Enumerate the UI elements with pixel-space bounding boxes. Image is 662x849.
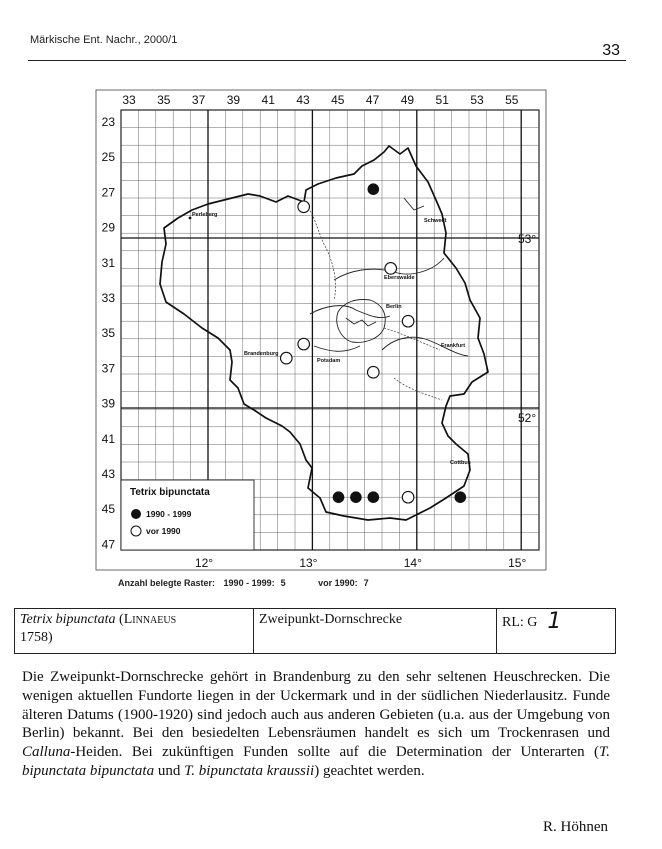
record-before-1990: [298, 201, 310, 213]
legend-title: Tetrix bipunctata: [130, 487, 210, 498]
grid-row-label: 47: [101, 537, 115, 552]
grid-column-label: 55: [505, 93, 519, 107]
grid-column-label: 41: [261, 93, 275, 107]
city-label: Perleberg: [192, 212, 218, 218]
latitude-label: 53°: [518, 232, 537, 246]
record-1990-1999: [368, 491, 380, 503]
record-before-1990: [368, 366, 380, 378]
calluna-italic: Calluna: [22, 744, 71, 761]
legend-filled-dot: [131, 509, 141, 519]
longitude-labels: [195, 556, 527, 570]
page-number: 33: [602, 42, 620, 59]
grid-row-label: 41: [101, 431, 115, 446]
journal-header: Märkische Ent. Nachr., 2000/1: [30, 34, 178, 46]
grid-column-label: 37: [191, 93, 206, 107]
header-rule: [28, 60, 626, 61]
city-label: Cottbus: [450, 460, 471, 466]
summary-old-label: vor 1990:: [318, 578, 358, 588]
grid-row-label: 43: [101, 467, 115, 481]
latitude-label: 52°: [518, 411, 537, 425]
summary-old-count: 7: [363, 578, 369, 588]
legend-old-label: vor 1990: [146, 526, 181, 536]
summary-recent-count: 5: [280, 578, 286, 588]
city-label: Potsdam: [317, 358, 341, 364]
longitude-label: 15°: [508, 556, 527, 570]
grid-row-label: 37: [101, 361, 115, 376]
grid-row-label: 35: [101, 326, 115, 341]
grid-row-label: 25: [101, 150, 115, 165]
city-label: Frankfurt: [441, 343, 466, 349]
city-label: Schwedt: [424, 218, 447, 224]
grid-row-label: 29: [101, 220, 115, 235]
legend: [121, 480, 254, 550]
left-axis-labels: [102, 115, 116, 551]
record-before-1990: [298, 338, 310, 350]
distribution-map: [94, 88, 550, 576]
record-markers: [281, 183, 467, 503]
subspecies-1: T. bipunctata bipunctata: [22, 744, 610, 779]
grid-column-label: 33: [122, 93, 136, 107]
scientific-name: Tetrix bipunctata: [20, 612, 116, 627]
grid-row-label: 45: [101, 502, 115, 517]
grid-row-label: 39: [101, 396, 115, 411]
record-1990-1999: [333, 491, 345, 503]
scientific-name-cell: Tetrix bipunctata (Linnaeus 1758): [15, 609, 254, 654]
legend-recent-label: 1990 - 1999: [146, 509, 192, 519]
record-before-1990: [385, 263, 397, 275]
longitude-label: 13°: [299, 556, 318, 570]
longitude-label: 12°: [194, 556, 214, 570]
red-list-handwritten-mark: 1: [547, 609, 562, 634]
map-summary: [118, 578, 375, 588]
common-name: Zweipunkt-Dornschrecke: [259, 612, 403, 627]
record-before-1990: [402, 315, 414, 327]
summary-recent-label: 1990 - 1999:: [223, 578, 275, 588]
grid-row-label: 31: [101, 255, 115, 270]
grid-column-label: 51: [435, 93, 449, 107]
body-paragraph: Die Zweipunkt-Dornschrecke gehört in Brandenburg zu den sehr seltenen Heuschrecken. Die wenigen aktuellen Fundorte liegen in der Uckermark und in der südlichen Niederlausitz. Funde älteren Datums (1900-1920) sind jedoch auch aus anderen Gebieten (u.a. aus der Umgebung von Berlin) bekannt. Bei den besiedelten Lebensräumen handelt es sich um Trockenrasen und Calluna-Heiden. Bei zukünftigen Funden sollte auf die Determination der Unterarten (T. bipunctata bipunctata und T. bipunctata kraussii) geachtet werden.: [22, 669, 610, 779]
article-author: R. Höhnen: [543, 819, 608, 835]
species-year: 1758): [20, 630, 53, 645]
grid-row-label: 33: [101, 291, 115, 305]
city-label: Eberswalde: [384, 275, 415, 281]
common-name-cell: [254, 609, 497, 654]
grid-column-label: 53: [470, 93, 484, 107]
brandenburg-outline: [160, 146, 488, 520]
city-label: Berlin: [386, 304, 402, 310]
top-axis-labels: [122, 93, 518, 107]
red-list-status: RL: G: [502, 615, 538, 630]
record-1990-1999: [368, 183, 380, 195]
city-label: Brandenburg: [244, 351, 279, 357]
record-before-1990: [281, 352, 293, 364]
legend-open-dot: [131, 526, 141, 536]
grid-column-label: 35: [157, 93, 171, 107]
grid-column-label: 45: [331, 93, 345, 107]
summary-label: Anzahl belegte Raster:: [118, 578, 216, 588]
species-table: [14, 608, 616, 654]
grid-column-label: 39: [226, 93, 241, 107]
grid-row-label: 27: [101, 185, 115, 200]
species-author: Linnaeus: [123, 612, 177, 627]
grid-row-label: 23: [101, 115, 115, 129]
record-before-1990: [402, 491, 414, 503]
record-1990-1999: [350, 491, 362, 503]
record-1990-1999: [455, 491, 467, 503]
grid-column-label: 49: [400, 93, 415, 107]
longitude-label: 14°: [403, 556, 422, 570]
red-list-cell: [497, 609, 616, 654]
grid-column-label: 43: [296, 93, 310, 107]
subspecies-2: T. bipunctata kraussii: [184, 762, 315, 779]
grid-column-label: 47: [365, 93, 380, 107]
